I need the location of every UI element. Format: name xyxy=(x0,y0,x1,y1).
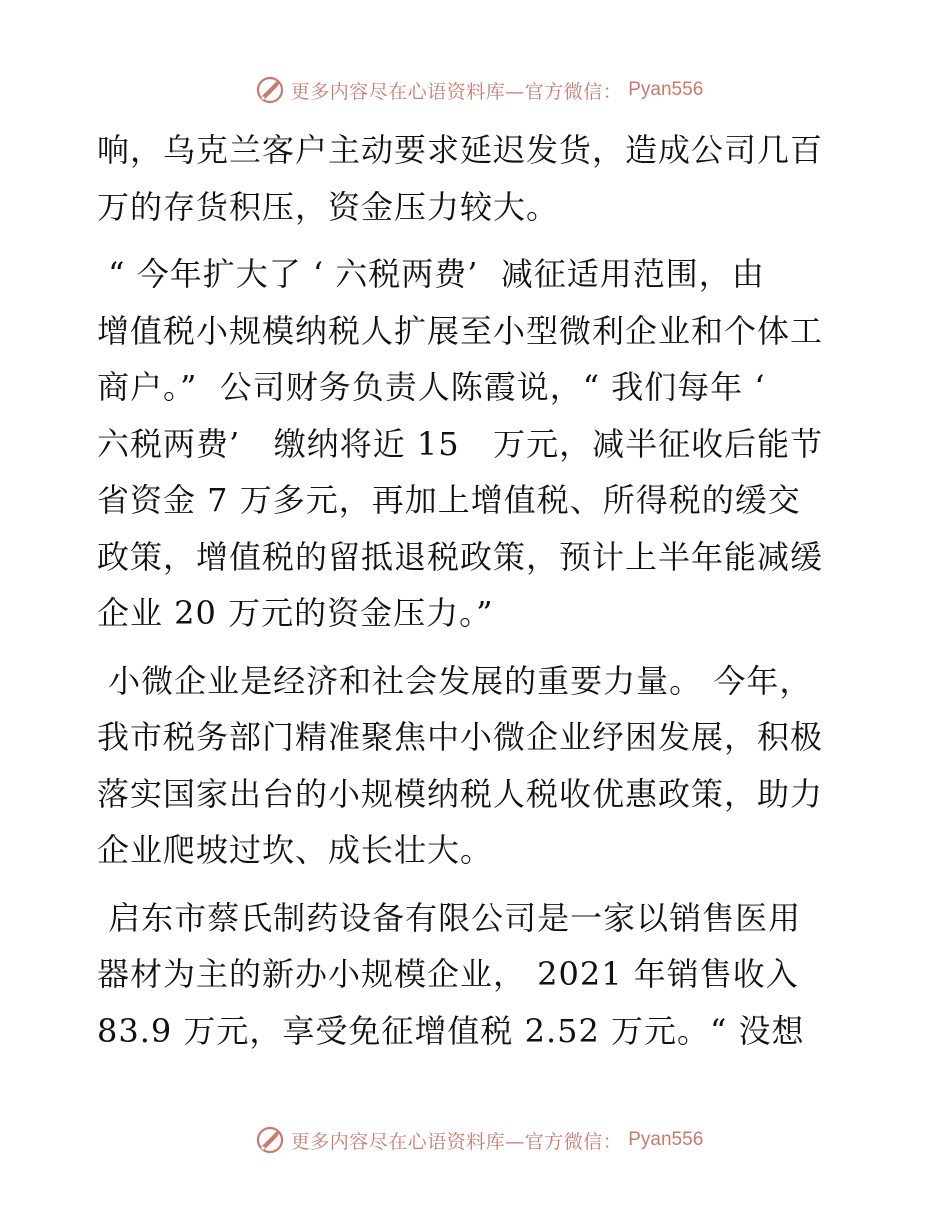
pen-logo-icon xyxy=(255,75,285,105)
document-body xyxy=(97,122,857,1059)
header-banner-content xyxy=(255,75,704,105)
body-paragraph-1: 响，乌克兰客户主动要求延迟发货，造成公司几百 万的存货积压，资金压力较大。 xyxy=(97,131,824,226)
footer-wechat-id: Pyan556 xyxy=(628,1129,704,1150)
body-paragraph-4: 启东市蔡氏制药设备有限公司是一家以销售医用 器材为主的新办小规模企业， 2021 年销售收入 83.9 万元，享受免征增值税 2.52 万元。“ 没想 xyxy=(97,898,805,1050)
header-watermark-banner xyxy=(0,70,950,110)
pen-logo-icon xyxy=(255,1125,285,1155)
footer-watermark-banner xyxy=(0,1120,950,1160)
header-banner-text: 更多内容尽在心语资料库—官方微信： xyxy=(290,80,623,103)
footer-banner-content xyxy=(255,1125,704,1155)
header-wechat-id: Pyan556 xyxy=(628,79,704,100)
body-paragraph-3: 小微企业是经济和社会发展的重要力量。 今年， 我市税务部门精准聚焦中小微企业纾困发展，积极 落实国家出台的小规模纳税人税收优惠政策，助力 企业爬坡过坎、成长壮大。 xyxy=(97,661,824,869)
body-paragraph-2: “ 今年扩大了 ‘ 六税两费’ 减征适用范围，由 增值税小规模纳税人扩展至小型微利企业和个体工 商户。” 公司财务负责人陈霞说，“ 我们每年 ‘ 六税两费’ 缴纳将近 15 万元，减半征收后能节 省资金 7 万多元，再加上增值税、所得税的缓交 政策，增值税的留抵退税政策，预计上半年能减缓 企业 20 万元的资金压力。” xyxy=(97,255,824,632)
footer-banner-text: 更多内容尽在心语资料库—官方微信： xyxy=(290,1130,623,1153)
